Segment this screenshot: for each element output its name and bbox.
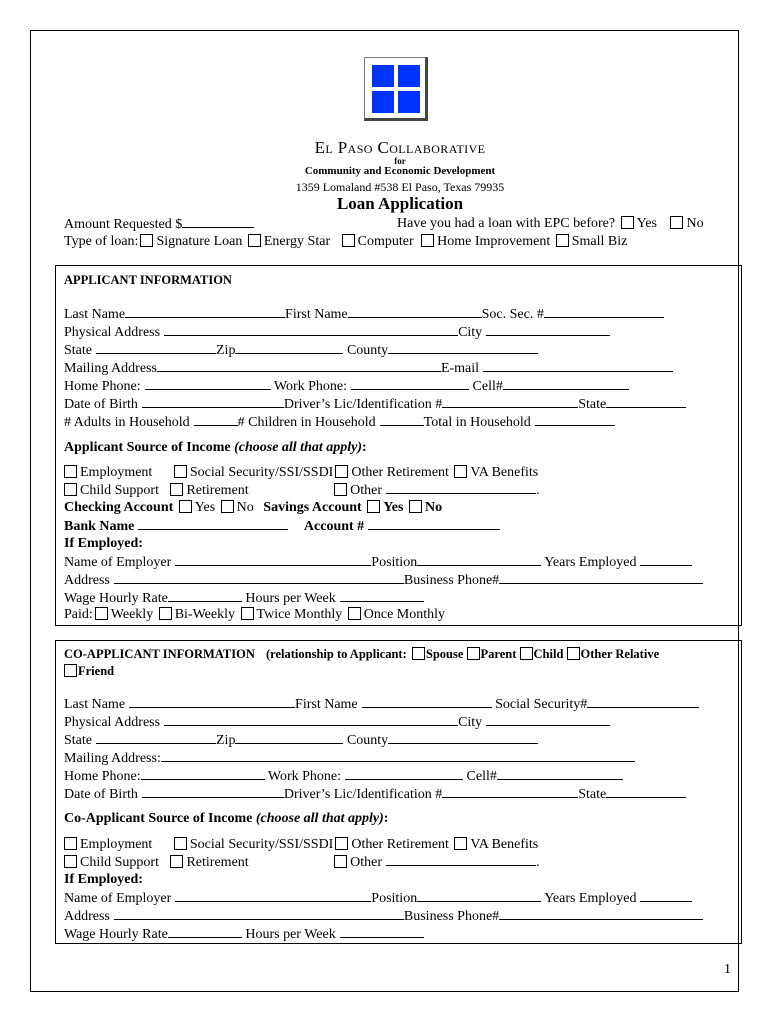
logo-square xyxy=(398,91,420,113)
checking-yes-label: Yes xyxy=(194,500,216,515)
computer-label: Computer xyxy=(357,234,414,249)
org-address: 1359 Lomaland #538 El Paso, Texas 79935 xyxy=(295,180,505,194)
loan-type-row xyxy=(64,234,627,250)
bank-row xyxy=(64,518,500,535)
coapp-if-employed-label: If Employed: xyxy=(64,872,143,887)
applicant-address-row xyxy=(64,324,610,341)
child-support-label: Child Support xyxy=(80,483,159,498)
dob-label: Date of Birth xyxy=(64,397,138,412)
employment-label: Employment xyxy=(80,465,153,480)
hours-field[interactable] xyxy=(340,590,424,602)
parent-checkbox[interactable] xyxy=(467,647,480,660)
signature-loan-label: Signature Loan xyxy=(156,234,243,249)
coapp-business-phone-label: Business Phone# xyxy=(403,909,500,924)
coapp-employer-address-label: Address xyxy=(64,909,110,924)
mailing-address-field[interactable] xyxy=(157,360,441,372)
relationship-label: (relationship to Applicant: xyxy=(265,647,407,661)
biweekly-label: Bi-Weekly xyxy=(174,607,236,622)
cell-field[interactable] xyxy=(503,378,629,390)
coapp-child-support-label: Child Support xyxy=(80,855,159,870)
friend-row xyxy=(62,663,114,679)
home-phone-label: Home Phone: xyxy=(64,379,141,394)
coapp-zip-label: Zip xyxy=(216,733,236,748)
coapp-ssn-field[interactable] xyxy=(587,696,699,708)
logo-square xyxy=(372,91,394,113)
applicant-name-row xyxy=(64,306,664,323)
checking-no-label: No xyxy=(236,500,254,515)
twice-monthly-label: Twice Monthly xyxy=(256,607,343,622)
social-security-checkbox[interactable] xyxy=(174,465,187,478)
retirement-label: Retirement xyxy=(186,483,249,498)
once-monthly-label: Once Monthly xyxy=(363,607,446,622)
wage-row xyxy=(64,590,424,607)
coapp-drivers-lic-label: Driver’s Lic/Identification # xyxy=(283,787,443,802)
income-hint: (choose all that apply) xyxy=(234,440,363,455)
account-field[interactable] xyxy=(368,518,500,530)
city-field[interactable] xyxy=(486,324,610,336)
page-number: 1 xyxy=(724,962,731,977)
coapp-name-row xyxy=(64,696,699,713)
hours-label: Hours per Week xyxy=(245,591,336,606)
coapp-hours-field[interactable] xyxy=(340,926,424,938)
employment-checkbox[interactable] xyxy=(64,465,77,478)
coapp-ssn-label: Social Security# xyxy=(495,697,588,712)
coapp-social-security-label: Social Security/SSI/SSDI xyxy=(189,837,334,852)
applicant-dob-row xyxy=(64,396,686,413)
applicant-heading: APPLICANT INFORMATION xyxy=(64,273,232,287)
bank-name-label: Bank Name xyxy=(64,519,135,534)
first-name-field[interactable] xyxy=(348,306,482,318)
coapp-zip-field[interactable] xyxy=(235,732,343,744)
signature-loan-checkbox[interactable] xyxy=(140,234,153,247)
coapp-employer-field[interactable] xyxy=(175,890,371,902)
spouse-label: Spouse xyxy=(425,647,464,661)
ssn-label: Soc. Sec. # xyxy=(481,307,544,322)
wage-label: Wage Hourly Rate xyxy=(64,591,168,606)
coapp-retirement-checkbox[interactable] xyxy=(170,855,183,868)
children-field[interactable] xyxy=(380,414,424,426)
ssn-field[interactable] xyxy=(544,306,664,318)
bank-name-field[interactable] xyxy=(138,518,288,530)
coapp-city-label: City xyxy=(458,715,483,730)
household-row xyxy=(64,414,615,431)
income-heading: Applicant Source of Income xyxy=(64,440,231,455)
coapp-work-phone-label: Work Phone: xyxy=(267,769,342,784)
other-retirement-checkbox[interactable] xyxy=(335,465,348,478)
employer-address-label: Address xyxy=(64,573,110,588)
employer-label: Name of Employer xyxy=(64,555,172,570)
computer-checkbox[interactable] xyxy=(342,234,355,247)
state-field[interactable] xyxy=(96,342,216,354)
child-label: Child xyxy=(533,647,564,661)
coapp-other-income-label: Other xyxy=(350,855,383,870)
child-support-checkbox[interactable] xyxy=(64,483,77,496)
years-employed-field[interactable] xyxy=(640,554,692,566)
prior-loan-yes-label: Yes xyxy=(636,216,657,231)
county-field[interactable] xyxy=(388,342,538,354)
coapp-state-label: State xyxy=(64,733,92,748)
coapp-other-income-field[interactable] xyxy=(386,854,536,866)
city-label: City xyxy=(458,325,483,340)
lic-state-label: State xyxy=(578,397,607,412)
zip-label: Zip xyxy=(216,343,236,358)
coapp-employment-label: Employment xyxy=(80,837,153,852)
physical-address-label: Physical Address xyxy=(64,325,161,340)
form-title: Loan Application xyxy=(336,194,464,213)
coapp-social-security-checkbox[interactable] xyxy=(174,837,187,850)
child-checkbox[interactable] xyxy=(520,647,533,660)
total-household-field[interactable] xyxy=(535,414,615,426)
logo-square xyxy=(372,65,394,87)
coapp-state-field[interactable] xyxy=(96,732,216,744)
coapp-cell-label: Cell# xyxy=(466,769,497,784)
coapp-address-row xyxy=(64,714,610,731)
coapp-last-name-label: Last Name xyxy=(64,697,126,712)
business-phone-label: Business Phone# xyxy=(403,573,500,588)
prior-loan-row xyxy=(397,216,704,232)
epc-logo xyxy=(364,57,428,121)
coapp-physical-address-label: Physical Address xyxy=(64,715,161,730)
coapp-city-field[interactable] xyxy=(486,714,610,726)
retirement-checkbox[interactable] xyxy=(170,483,183,496)
physical-address-field[interactable] xyxy=(164,324,458,336)
once-monthly-checkbox[interactable] xyxy=(348,607,361,620)
other-retirement-label: Other Retirement xyxy=(351,465,449,480)
email-label: E-mail xyxy=(440,361,480,376)
coapp-physical-address-field[interactable] xyxy=(164,714,458,726)
coapp-employer-row xyxy=(64,890,692,907)
amount-requested-field[interactable] xyxy=(182,216,254,228)
friend-label: Friend xyxy=(78,664,115,678)
energy-star-label: Energy Star xyxy=(263,234,331,249)
parent-label: Parent xyxy=(480,647,517,661)
mailing-address-label: Mailing Address xyxy=(64,361,157,376)
coapp-business-phone-field[interactable] xyxy=(499,908,703,920)
coapp-drivers-lic-field[interactable] xyxy=(442,786,578,798)
coapp-employer-address-field[interactable] xyxy=(114,908,404,920)
work-phone-field[interactable] xyxy=(351,378,469,390)
coapp-first-name-label: First Name xyxy=(295,697,358,712)
coapp-county-field[interactable] xyxy=(388,732,538,744)
small-biz-label: Small Biz xyxy=(571,234,628,249)
coapp-years-employed-field[interactable] xyxy=(640,890,692,902)
coapp-county-label: County xyxy=(346,733,389,748)
coapp-home-phone-label: Home Phone: xyxy=(64,769,141,784)
last-name-field[interactable] xyxy=(125,306,285,318)
prior-loan-question: Have you had a loan with EPC before? xyxy=(397,216,616,231)
coapp-income-colon: : xyxy=(383,811,389,826)
prior-loan-no-label: No xyxy=(686,216,704,231)
coapp-lic-state-field[interactable] xyxy=(606,786,686,798)
employer-address-field[interactable] xyxy=(114,572,404,584)
coapplicant-heading: CO-APPLICANT INFORMATION xyxy=(64,647,255,661)
other-income-checkbox[interactable] xyxy=(334,483,347,496)
income-colon: : xyxy=(362,440,367,455)
coapp-position-field[interactable] xyxy=(417,890,541,902)
prior-loan-no-checkbox[interactable] xyxy=(670,216,683,229)
income-row-2 xyxy=(62,482,540,499)
va-benefits-checkbox[interactable] xyxy=(454,465,467,478)
coapp-mailing-row xyxy=(64,750,635,767)
lic-state-field[interactable] xyxy=(606,396,686,408)
other-income-period: . xyxy=(536,483,540,498)
accounts-row xyxy=(64,500,442,516)
drivers-lic-field[interactable] xyxy=(442,396,578,408)
twice-monthly-checkbox[interactable] xyxy=(241,607,254,620)
org-subtitle: Community and Economic Development xyxy=(304,165,496,177)
savings-no-checkbox[interactable] xyxy=(409,500,422,513)
energy-star-checkbox[interactable] xyxy=(248,234,261,247)
first-name-label: First Name xyxy=(285,307,348,322)
email-field[interactable] xyxy=(483,360,673,372)
coapp-income-row-1 xyxy=(62,837,538,853)
coapp-position-label: Position xyxy=(371,891,418,906)
coapp-dob-label: Date of Birth xyxy=(64,787,138,802)
prior-loan-yes-checkbox[interactable] xyxy=(621,216,634,229)
coapp-work-phone-field[interactable] xyxy=(345,768,463,780)
last-name-label: Last Name xyxy=(64,307,126,322)
dob-field[interactable] xyxy=(142,396,284,408)
county-label: County xyxy=(346,343,389,358)
weekly-label: Weekly xyxy=(110,607,154,622)
home-improvement-label: Home Improvement xyxy=(437,234,551,249)
org-for: for xyxy=(394,156,406,166)
total-household-label: Total in Household xyxy=(423,415,531,430)
business-phone-field[interactable] xyxy=(499,572,703,584)
years-employed-label: Years Employed xyxy=(544,555,637,570)
position-field[interactable] xyxy=(417,554,541,566)
other-relative-label: Other Relative xyxy=(580,647,660,661)
checking-no-checkbox[interactable] xyxy=(221,500,234,513)
coapp-income-heading: Co-Applicant Source of Income xyxy=(64,811,253,826)
savings-yes-checkbox[interactable] xyxy=(367,500,380,513)
savings-label: Savings Account xyxy=(263,500,362,515)
coapp-income-heading-row xyxy=(64,811,388,827)
savings-yes-label: Yes xyxy=(383,500,404,515)
adults-field[interactable] xyxy=(194,414,238,426)
coapp-va-benefits-checkbox[interactable] xyxy=(454,837,467,850)
coapp-dob-field[interactable] xyxy=(142,786,284,798)
coapp-lic-state-label: State xyxy=(578,787,607,802)
employer-row xyxy=(64,554,692,571)
cell-label: Cell# xyxy=(472,379,503,394)
wage-field[interactable] xyxy=(168,590,242,602)
weekly-checkbox[interactable] xyxy=(95,607,108,620)
coapp-va-benefits-label: VA Benefits xyxy=(470,837,539,852)
employer-address-row xyxy=(64,572,703,589)
work-phone-label: Work Phone: xyxy=(273,379,348,394)
coapp-employment-checkbox[interactable] xyxy=(64,837,77,850)
account-label: Account # xyxy=(303,519,365,534)
home-phone-field[interactable] xyxy=(145,378,271,390)
paid-row xyxy=(64,607,445,623)
logo-square xyxy=(398,65,420,87)
checking-yes-checkbox[interactable] xyxy=(179,500,192,513)
applicant-phone-row xyxy=(64,378,629,395)
spouse-checkbox[interactable] xyxy=(412,647,425,660)
coapp-hours-label: Hours per Week xyxy=(245,927,336,942)
coapp-cell-field[interactable] xyxy=(497,768,623,780)
coapp-child-support-checkbox[interactable] xyxy=(64,855,77,868)
social-security-label: Social Security/SSI/SSDI xyxy=(189,465,334,480)
home-improvement-checkbox[interactable] xyxy=(421,234,434,247)
savings-no-label: No xyxy=(424,500,443,515)
other-income-label: Other xyxy=(350,483,383,498)
coapp-retirement-label: Retirement xyxy=(186,855,249,870)
income-heading-row xyxy=(64,440,367,456)
paid-label: Paid: xyxy=(64,607,93,622)
state-label: State xyxy=(64,343,92,358)
coapp-home-phone-field[interactable] xyxy=(141,768,265,780)
adults-label: # Adults in Household xyxy=(64,415,190,430)
coapplicant-heading-row xyxy=(64,646,659,662)
amount-requested-row xyxy=(64,216,254,233)
coapp-employer-label: Name of Employer xyxy=(64,891,172,906)
coapp-wage-row xyxy=(64,926,424,943)
other-income-field[interactable] xyxy=(386,482,536,494)
coapp-income-hint: (choose all that apply) xyxy=(255,811,384,826)
loan-type-label: Type of loan: xyxy=(64,234,139,249)
drivers-lic-label: Driver’s Lic/Identification # xyxy=(283,397,443,412)
biweekly-checkbox[interactable] xyxy=(159,607,172,620)
coapp-employer-address-row xyxy=(64,908,703,925)
checking-label: Checking Account xyxy=(64,500,174,515)
employer-field[interactable] xyxy=(175,554,371,566)
coapp-mailing-address-label: Mailing Address: xyxy=(64,751,161,766)
coapp-dob-row xyxy=(64,786,686,803)
applicant-state-row xyxy=(64,342,538,359)
coapp-income-row-2 xyxy=(62,854,540,871)
if-employed-label: If Employed: xyxy=(64,536,143,551)
children-label: # Children in Household xyxy=(237,415,376,430)
coapp-wage-label: Wage Hourly Rate xyxy=(64,927,168,942)
coapp-other-retirement-label: Other Retirement xyxy=(351,837,449,852)
applicant-mailing-row xyxy=(64,360,673,377)
other-relative-checkbox[interactable] xyxy=(567,647,580,660)
coapp-other-income-checkbox[interactable] xyxy=(334,855,347,868)
coapp-wage-field[interactable] xyxy=(168,926,242,938)
coapp-phone-row xyxy=(64,768,623,785)
position-label: Position xyxy=(371,555,418,570)
coapp-last-name-field[interactable] xyxy=(129,696,295,708)
coapp-years-employed-label: Years Employed xyxy=(544,891,637,906)
org-name: El Paso Collaborative xyxy=(314,138,486,157)
coapp-other-income-period: . xyxy=(536,855,540,870)
income-row-1 xyxy=(62,465,538,481)
coapp-mailing-address-field[interactable] xyxy=(161,750,635,762)
coapp-other-retirement-checkbox[interactable] xyxy=(335,837,348,850)
small-biz-checkbox[interactable] xyxy=(556,234,569,247)
va-benefits-label: VA Benefits xyxy=(470,465,539,480)
friend-checkbox[interactable] xyxy=(64,664,77,677)
zip-field[interactable] xyxy=(235,342,343,354)
coapp-first-name-field[interactable] xyxy=(362,696,492,708)
amount-requested-label: Amount Requested $ xyxy=(64,217,183,232)
coapp-state-row xyxy=(64,732,538,749)
